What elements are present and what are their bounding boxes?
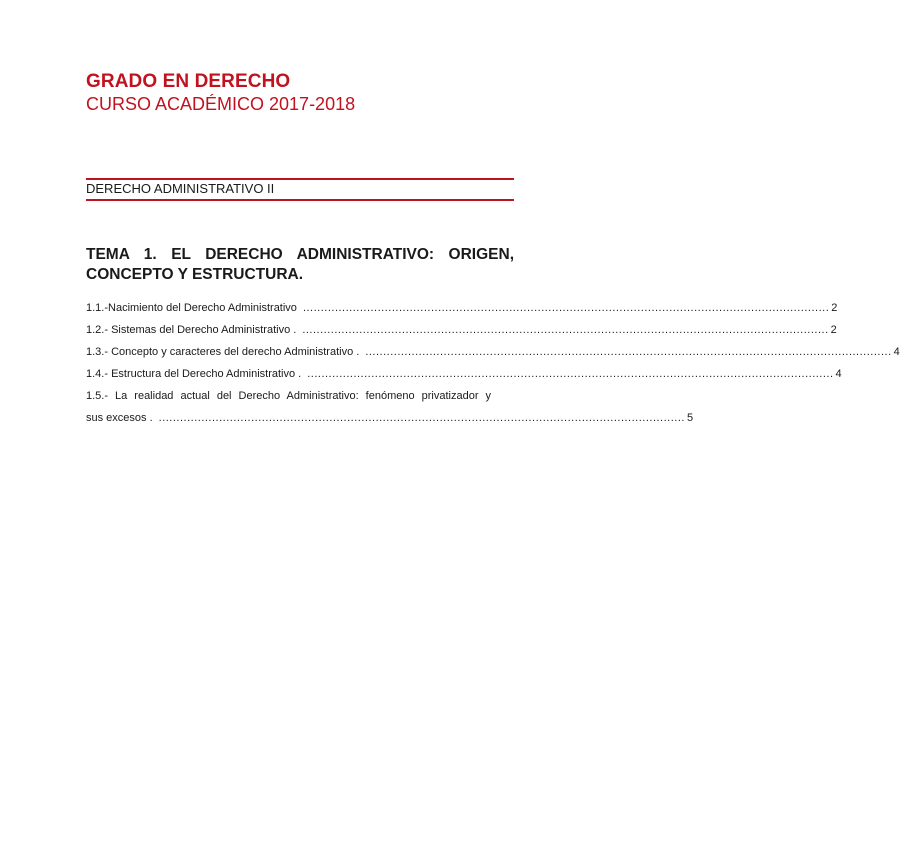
toc-leader-dots: .................................................................................................................................................... <box>302 302 830 314</box>
toc-leader-dots: .................................................................................................................................................... <box>302 324 829 336</box>
toc-entry-line1[interactable] <box>86 385 491 407</box>
table-of-contents <box>86 297 900 429</box>
toc-entry-page: 4 <box>893 346 900 358</box>
toc-entry-page: 2 <box>831 302 838 314</box>
toc-entry-label: sus excesos . <box>86 412 153 424</box>
toc-leader-dots: .................................................................................................................................................... <box>365 346 892 358</box>
toc-leader-dots: .................................................................................................................................................... <box>158 412 685 424</box>
topic-title: TEMA 1. EL DERECHO ADMINISTRATIVO: ORIGEN, CONCEPTO Y ESTRUCTURA. <box>86 246 514 283</box>
toc-entry[interactable] <box>86 341 900 363</box>
toc-entry[interactable] <box>86 297 838 319</box>
subject-name: DERECHO ADMINISTRATIVO II <box>86 181 275 196</box>
toc-entry-label: 1.1.-Nacimiento del Derecho Administrativo <box>86 302 297 314</box>
toc-entry-line2[interactable] <box>86 407 694 429</box>
subject-top-rule <box>86 178 514 180</box>
toc-entry-page: 5 <box>686 412 694 424</box>
subject-bottom-rule <box>86 199 514 201</box>
toc-entry-label: 1.3.- Concepto y caracteres del derecho Administrativo . <box>86 346 360 358</box>
toc-entry-label: 1.5.- La realidad actual del Derecho Administrativo: fenómeno privatizador y <box>86 390 491 402</box>
toc-entry-label: 1.4.- Estructura del Derecho Administrativo . <box>86 368 302 380</box>
toc-entry-label: 1.2.- Sistemas del Derecho Administrativo . <box>86 324 297 336</box>
toc-entry-page: 4 <box>835 368 842 380</box>
toc-leader-dots: .................................................................................................................................................... <box>307 368 834 380</box>
degree-title: GRADO EN DERECHO <box>86 71 291 92</box>
academic-year: CURSO ACADÉMICO 2017-2018 <box>86 94 356 114</box>
toc-entry[interactable] <box>86 363 842 385</box>
toc-entry[interactable] <box>86 319 837 341</box>
toc-entry-page: 2 <box>830 324 837 336</box>
